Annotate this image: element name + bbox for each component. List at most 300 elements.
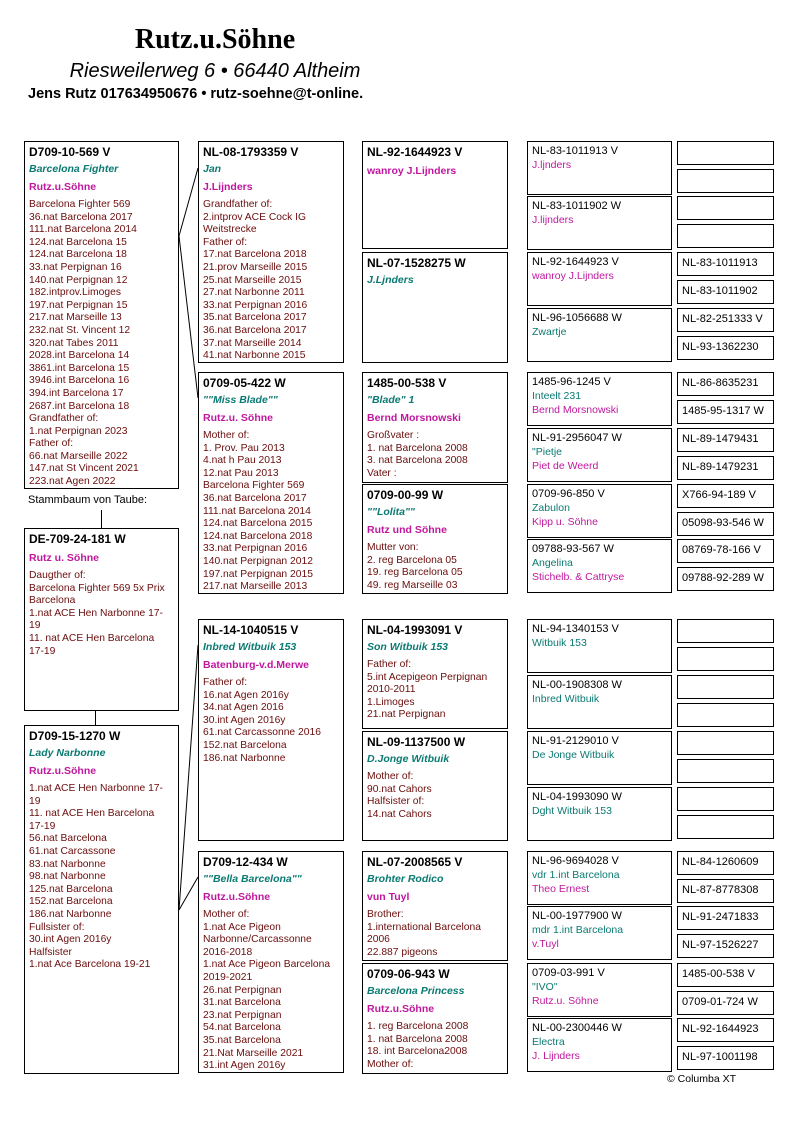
achievement-line: 26.nat Perpignan <box>203 984 282 996</box>
achievement-line: 61.nat Carcassone <box>29 845 116 857</box>
achievement-line: 37.nat Marseille 2014 <box>203 337 302 349</box>
pedigree-box-sd <box>198 372 344 594</box>
achievement-line: 27.nat Narbonne 2011 <box>203 287 305 299</box>
breeder-name: Piet de Weerd <box>532 460 599 472</box>
achievement-line: 14.nat Cahors <box>367 808 432 820</box>
achievement-line: 3. nat Barcelona 2008 <box>367 455 468 467</box>
ring-number: 0709-03-991 V <box>532 967 605 979</box>
achievement-line: 147.nat St Vincent 2021 <box>29 463 139 475</box>
connector-line <box>179 168 198 236</box>
achievement-line: Barcelona Fighter 569 <box>203 480 305 492</box>
achievement-line: 34.nat Agen 2016 <box>203 702 284 714</box>
achievement-line: 21.nat Perpignan <box>367 709 446 721</box>
achievement-line: 11. nat ACE Hen Barcelona <box>29 632 155 644</box>
pedigree-box-gen5 <box>677 815 774 839</box>
pigeon-name: ""Bella Barcelona"" <box>203 873 302 885</box>
achievement-line: 49. reg Marseille 03 <box>367 579 458 591</box>
breeder-name: J. Lijnders <box>532 1050 580 1062</box>
achievement-line: 17-19 <box>29 820 56 832</box>
achievement-line: Brother: <box>367 909 404 920</box>
pedigree-box-gen5 <box>677 196 774 220</box>
copyright: © Columba XT <box>667 1073 737 1085</box>
achievement-line: 223.nat Agen 2022 <box>29 476 116 488</box>
achievement-line: 2. reg Barcelona 05 <box>367 554 457 566</box>
ring-number: 09788-93-567 W <box>532 543 614 555</box>
achievement-line: 1. nat Barcelona 2008 <box>367 1033 468 1045</box>
achievement-line: 56.nat Barcelona <box>29 833 107 845</box>
achievement-line: 19 <box>29 795 41 807</box>
pedigree-box-gen4 <box>527 731 672 785</box>
achievement-line: 124.nat Barcelona 15 <box>29 236 127 248</box>
ring-number: 08769-78-166 V <box>682 544 761 556</box>
achievement-line: 36.nat Barcelona 2017 <box>203 492 307 504</box>
header-contact: Jens Rutz 017634950676 • rutz-soehne@t-online. <box>28 86 364 102</box>
achievement-line: 394.int Barcelona 17 <box>29 387 124 399</box>
achievement-line: 19. reg Barcelona 05 <box>367 567 463 579</box>
achievement-line: 33.nat Perpignan 2016 <box>203 299 308 311</box>
pedigree-box-gen4 <box>527 372 672 426</box>
ring-number: NL-82-251333 V <box>682 313 763 325</box>
achievement-line: Daugther of: <box>29 570 86 581</box>
achievement-line: 41.nat Narbonne 2015 <box>203 350 306 362</box>
pedigree-box-gen5 <box>677 703 774 727</box>
breeder-name: Bernd Morsnowski <box>532 404 619 416</box>
achievement-line: Barcelona Fighter 569 <box>29 199 131 210</box>
achievement-line: Narbonne/Carcassonne <box>203 934 312 946</box>
pigeon-name: De Jonge Witbuik <box>532 749 615 761</box>
achievement-line: Barcelona Fighter 569 5x Prix <box>29 582 165 594</box>
achievement-line: 66.nat Marseille 2022 <box>29 450 128 462</box>
ring-number: NL-93-1362230 <box>682 341 759 353</box>
achievement-line: 182.intprov.Limoges <box>29 287 121 299</box>
achievements-list <box>199 193 343 363</box>
achievement-line: 1.international Barcelona <box>367 921 481 933</box>
achievement-line: 98.nat Narbonne <box>29 871 106 883</box>
connector-line <box>179 645 198 910</box>
achievement-line: 125.nat Barcelona <box>29 883 113 895</box>
achievement-line: 124.nat Barcelona 18 <box>29 249 127 261</box>
pedigree-box-gen4 <box>527 308 672 362</box>
pedigree-box-sds <box>362 372 508 483</box>
breeder-name: wanroy J.Lijnders <box>532 270 614 282</box>
achievement-line: 197.nat Perpignan 15 <box>29 299 128 311</box>
ring-number: NL-94-1340153 V <box>532 623 619 635</box>
connector-line <box>179 877 198 910</box>
ring-number: D709-10-569 V <box>29 145 111 159</box>
ring-number: NL-04-1993090 W <box>532 791 622 803</box>
achievement-line: 152.nat Barcelona <box>29 896 113 908</box>
ring-number: NL-89-1479431 <box>682 433 759 445</box>
pedigree-box-gen5 <box>677 906 774 930</box>
achievement-line: Mother of: <box>367 1058 414 1070</box>
achievements-list <box>363 765 507 821</box>
achievement-line: 124.nat Barcelona 2018 <box>203 530 313 542</box>
achievement-line: Weitstrecke <box>203 224 257 236</box>
pedigree-box-gen5 <box>677 539 774 563</box>
ring-number: NL-91-2471833 <box>682 911 759 923</box>
ring-number: 05098-93-546 W <box>682 517 764 529</box>
achievement-line: Mutter von: <box>367 542 419 553</box>
achievements-list <box>363 1015 507 1071</box>
achievement-line: 12.nat Pau 2013 <box>203 467 279 479</box>
ring-number: NL-08-1793359 V <box>203 145 299 159</box>
pedigree-box-gen5 <box>677 731 774 755</box>
ring-number: NL-00-1977900 W <box>532 910 622 922</box>
pigeon-name: Son Witbuik 153 <box>367 641 449 653</box>
achievement-line: Grandfather of: <box>29 413 99 425</box>
pigeon-name: Lady Narbonne <box>29 747 106 759</box>
ring-number: NL-91-2956047 W <box>532 432 622 444</box>
achievement-line: 19 <box>29 620 41 632</box>
achievement-line: 186.nat Narbonne <box>203 752 286 764</box>
achievement-line: 33.nat Perpignan 2016 <box>203 543 308 555</box>
pedigree-box-subject <box>24 528 179 711</box>
achievement-line: 30.int Agen 2016y <box>29 934 112 946</box>
pedigree-box-gen5 <box>677 1018 774 1042</box>
ring-number: 0709-00-99 W <box>367 488 444 502</box>
pedigree-box-gen4 <box>527 428 672 482</box>
achievement-line: 124.nat Barcelona 2015 <box>203 518 313 530</box>
ring-number: 1485-00-538 V <box>682 968 755 980</box>
ring-number: 0709-06-943 W <box>367 967 450 981</box>
ring-number: 1485-00-538 V <box>367 376 447 390</box>
achievement-line: 36.nat Barcelona 2017 <box>29 211 133 223</box>
ring-number: NL-83-1011902 W <box>532 200 622 212</box>
pedigree-box-gen5 <box>677 512 774 536</box>
achievement-line: 31.int Agen 2016y <box>203 1060 286 1072</box>
header-title: Rutz.u.Söhne <box>134 24 296 55</box>
pedigree-label: Stammbaum von Taube: <box>28 494 148 506</box>
pedigree-box-gen5 <box>677 372 774 396</box>
pedigree-box-dsd <box>362 731 508 841</box>
ring-number: 1485-95-1317 W <box>682 405 764 417</box>
pigeon-name: mdr 1.int Barcelona <box>532 924 624 936</box>
achievement-line: 31.nat Barcelona <box>203 997 281 1009</box>
achievement-line: Großvater : <box>367 430 420 441</box>
pedigree-box-gen4 <box>527 851 672 905</box>
header-address: Riesweilerweg 6 • 66440 Altheim <box>69 60 361 82</box>
achievement-line: 152.nat Barcelona <box>203 739 287 751</box>
achievement-line: Barcelona <box>29 595 76 607</box>
pedigree-box-gen5 <box>677 224 774 248</box>
achievements-list <box>199 424 343 594</box>
achievement-line: 2028.int Barcelona 14 <box>29 350 130 362</box>
pedigree-box-gen5 <box>677 336 774 360</box>
achievement-line: Fullsister of: <box>29 921 85 933</box>
pedigree-box-dss <box>362 619 508 729</box>
achievements-list <box>363 536 507 592</box>
pigeon-name: Barcelona Princess <box>367 985 465 997</box>
achievement-line: 83.nat Narbonne <box>29 858 106 870</box>
achievement-line: 1.nat ACE Hen Narbonne 17- <box>29 607 163 619</box>
ring-number: 09788-92-289 W <box>682 572 764 584</box>
pedigree-box-dd <box>198 851 344 1073</box>
achievement-line: 35.nat Barcelona <box>203 1034 281 1046</box>
achievement-line: 2016-2018 <box>203 946 253 958</box>
achievement-line: 2010-2011 <box>367 684 416 696</box>
breeder-name: vun Tuyl <box>367 891 410 903</box>
ring-number: 0709-96-850 V <box>532 488 605 500</box>
pedigree-box-gen5 <box>677 851 774 875</box>
achievement-line: 2019-2021 <box>203 971 253 983</box>
achievement-line: 3946.int Barcelona 16 <box>29 375 130 387</box>
ring-number: NL-00-2300446 W <box>532 1022 622 1034</box>
pigeon-name: D.Jonge Witbuik <box>367 753 450 765</box>
pedigree-box-gen4 <box>527 675 672 729</box>
achievement-line: Father of: <box>203 236 248 248</box>
ring-number: DE-709-24-181 W <box>29 532 126 546</box>
pigeon-name: ""Miss Blade"" <box>203 394 278 406</box>
pedigree-box-gen4 <box>527 1018 672 1072</box>
achievement-line: 1.nat Ace Pigeon <box>203 921 281 933</box>
breeder-name: Rutz.u.Söhne <box>29 181 97 193</box>
pigeon-name: "Blade" 1 <box>367 394 415 406</box>
pedigree-box-gen5 <box>677 141 774 165</box>
connector-line <box>95 711 96 725</box>
pigeon-name: Inbred Witbuik 153 <box>203 641 297 653</box>
pedigree-box-ssd <box>362 252 508 363</box>
pigeon-name: Jan <box>203 163 222 175</box>
pedigree-box-gen5 <box>677 759 774 783</box>
pedigree-box-gen4 <box>527 963 672 1017</box>
pedigree-box-gen4 <box>527 252 672 306</box>
achievement-line: 54.nat Barcelona <box>203 1022 281 1034</box>
ring-number: NL-84-1260609 <box>682 856 759 868</box>
achievement-line: 5.int Acepigeon Perpignan <box>367 671 488 683</box>
pedigree-box-gen5 <box>677 280 774 304</box>
breeder-name: Kipp u. Söhne <box>532 516 598 528</box>
achievement-line: 23.nat Perpignan <box>203 1009 282 1021</box>
achievement-line: Grandfather of: <box>203 199 273 210</box>
achievement-line: 111.nat Barcelona 2014 <box>29 224 137 236</box>
ring-number: D709-12-434 W <box>203 855 288 869</box>
pedigree-box-gen5 <box>677 484 774 508</box>
ring-number: NL-00-1908308 W <box>532 679 622 691</box>
pedigree-box-gen5 <box>677 879 774 903</box>
achievements-list <box>199 671 343 765</box>
achievement-line: 1. reg Barcelona 2008 <box>367 1021 469 1032</box>
ring-number: NL-83-1011902 <box>682 285 758 297</box>
achievement-line: 217.nat Marseille 2013 <box>203 581 308 593</box>
connector-line <box>179 236 198 398</box>
ring-number: 0709-01-724 W <box>682 996 758 1008</box>
ring-number: NL-83-1011913 V <box>532 145 619 157</box>
pedigree-box-gen5 <box>677 619 774 643</box>
breeder-name: Rutz und Söhne <box>367 524 447 536</box>
achievement-line: 2006 <box>367 934 390 946</box>
achievement-line: Halfsister <box>29 946 72 958</box>
achievement-line: Halfsister of: <box>367 796 425 808</box>
pigeon-name: Zwartje <box>532 326 567 338</box>
pedigree-box-ds <box>198 619 344 841</box>
achievement-line: 90.nat Cahors <box>367 783 432 795</box>
pedigree-box-gen4 <box>527 619 672 673</box>
pigeon-name: Inbred Witbuik <box>532 693 600 705</box>
pedigree-box-gen5 <box>677 675 774 699</box>
pedigree-box-gen4 <box>527 141 672 195</box>
pedigree-box-gen4 <box>527 196 672 250</box>
achievement-line: Father of: <box>203 677 248 688</box>
pigeon-name: Angelina <box>532 557 573 569</box>
achievement-line: 186.nat Narbonne <box>29 908 112 920</box>
ring-number: NL-96-9694028 V <box>532 855 619 867</box>
ring-number: X766-94-189 V <box>682 489 756 501</box>
ring-number: NL-91-2129010 V <box>532 735 619 747</box>
achievement-line: 1.nat ACE Hen Narbonne 17- <box>29 783 163 794</box>
achievement-line: 4.nat h Pau 2013 <box>203 455 282 467</box>
achievement-line: 140.nat Perpignan 2012 <box>203 555 313 567</box>
pedigree-box-gen5 <box>677 1046 774 1070</box>
achievement-line: 17-19 <box>29 645 56 657</box>
breeder-name: Rutz u. Söhne <box>29 552 99 564</box>
achievement-line: 36.nat Barcelona 2017 <box>203 324 307 336</box>
ring-number: NL-92-1644923 V <box>532 256 619 268</box>
achievement-line: 140.nat Perpignan 12 <box>29 274 128 286</box>
pedigree-box-dam <box>24 725 179 1074</box>
achievement-line: 1. Prov. Pau 2013 <box>203 442 285 454</box>
ring-number: D709-15-1270 W <box>29 729 121 743</box>
breeder-name: Stichelb. & Cattryse <box>532 571 625 583</box>
pedigree-box-gen5 <box>677 991 774 1015</box>
pigeon-name: Zabulon <box>532 502 570 514</box>
pedigree-box-gen5 <box>677 456 774 480</box>
achievement-line: 2687.int Barcelona 18 <box>29 400 130 412</box>
breeder-name: Rutz.u.Söhne <box>29 765 97 777</box>
achievement-line: Father of: <box>367 659 412 670</box>
achievement-line: 25.nat Marseille 2015 <box>203 274 302 286</box>
achievement-line: 197.nat Perpignan 2015 <box>203 568 313 580</box>
pedigree-box-sire <box>24 141 179 489</box>
achievements-list <box>363 903 507 959</box>
ring-number: NL-97-1001198 <box>682 1051 758 1063</box>
ring-number: NL-07-2008565 V <box>367 855 463 869</box>
pedigree-box-sdd <box>362 484 508 594</box>
achievement-line: 17.nat Barcelona 2018 <box>203 249 307 261</box>
achievements-list <box>363 653 507 722</box>
pedigree-box-gen5 <box>677 567 774 591</box>
pigeon-name: vdr 1.int Barcelona <box>532 869 620 881</box>
pedigree-box-gen5 <box>677 787 774 811</box>
breeder-name: v.Tuyl <box>532 938 559 950</box>
breeder-name: J.ljnders <box>532 159 572 171</box>
pedigree-box-gen5 <box>677 934 774 958</box>
pedigree-box-gen4 <box>527 906 672 960</box>
pigeon-name: "Pietje <box>532 446 562 458</box>
pedigree-box-gen5 <box>677 647 774 671</box>
ring-number: NL-96-1056688 W <box>532 312 622 324</box>
pigeon-name: Witbuik 153 <box>532 637 587 649</box>
ring-number: NL-97-1526227 <box>682 939 759 951</box>
pedigree-box-sss <box>362 141 508 249</box>
ring-number: NL-07-1528275 W <box>367 256 466 270</box>
achievement-line: Mother of: <box>367 771 414 782</box>
pigeon-name: Barcelona Fighter <box>29 163 119 175</box>
breeder-name: J.Lijnders <box>203 181 253 193</box>
achievement-line: Mother of: <box>203 430 250 441</box>
pedigree-box-ddd <box>362 963 508 1074</box>
achievements-list <box>363 424 507 480</box>
breeder-name: Theo Ernest <box>532 883 590 895</box>
achievement-line: 35.nat Barcelona 2017 <box>203 312 307 324</box>
achievement-line: 16.nat Agen 2016y <box>203 689 289 701</box>
pedigree-box-gen4 <box>527 787 672 841</box>
breeder-name: wanroy J.Lijnders <box>367 165 457 177</box>
pedigree-box-gen5 <box>677 169 774 193</box>
ring-number: NL-87-8778308 <box>682 884 759 896</box>
pedigree-box-gen5 <box>677 400 774 424</box>
achievement-line: 1. nat Barcelona 2008 <box>367 442 468 454</box>
ring-number: NL-86-8635231 <box>682 377 759 389</box>
achievement-line: 30.int Agen 2016y <box>203 714 286 726</box>
pigeon-name: Brohter Rodico <box>367 873 444 885</box>
achievement-line: Mother of: <box>203 909 250 920</box>
achievement-line: 61.nat Carcassonne 2016 <box>203 727 321 739</box>
achievements-list <box>25 564 178 658</box>
ring-number: NL-04-1993091 V <box>367 623 463 637</box>
pigeon-name: Dght Witbuik 153 <box>532 805 612 817</box>
connector-line <box>101 510 102 528</box>
pigeon-name: Electra <box>532 1036 565 1048</box>
pedigree-box-gen5 <box>677 428 774 452</box>
pedigree-box-gen5 <box>677 308 774 332</box>
ring-number: 1485-96-1245 V <box>532 376 611 388</box>
achievement-line: 1.nat Ace Barcelona 19-21 <box>29 959 151 971</box>
breeder-name: Rutz.u.Söhne <box>367 1003 435 1015</box>
achievement-line: 3861.int Barcelona 15 <box>29 362 130 374</box>
achievement-line: 320.nat Tabes 2011 <box>29 337 119 349</box>
breeder-name: Rutz.u. Söhne <box>203 412 273 424</box>
achievement-line: 217.nat Marseille 13 <box>29 312 122 324</box>
pigeon-name: Inteelt 231 <box>532 390 582 402</box>
breeder-name: Batenburg-v.d.Merwe <box>203 659 309 671</box>
achievement-line: 21.Nat Marseille 2021 <box>203 1047 304 1059</box>
achievement-line: 33.nat Perpignan 16 <box>29 261 122 273</box>
ring-number: 0709-05-422 W <box>203 376 286 390</box>
ring-number: NL-92-1644923 <box>682 1023 759 1035</box>
pigeon-name: "IVO" <box>532 981 558 993</box>
ring-number: NL-92-1644923 V <box>367 145 463 159</box>
achievements-list <box>25 193 178 489</box>
pedigree-box-gen5 <box>677 252 774 276</box>
breeder-name: Bernd Morsnowski <box>367 412 461 424</box>
pedigree-box-gen5 <box>677 963 774 987</box>
pedigree-box-gen4 <box>527 484 672 538</box>
breeder-name: Rutz.u.Söhne <box>203 891 271 903</box>
pedigree-box-ss <box>198 141 344 363</box>
pedigree-box-dds <box>362 851 508 961</box>
achievement-line: 22.887 pigeons <box>367 946 438 958</box>
ring-number: NL-09-1137500 W <box>367 735 466 749</box>
achievements-list <box>25 777 178 972</box>
ring-number: NL-89-1479231 <box>682 461 759 473</box>
achievement-line: 18. int Barcelona2008 <box>367 1046 468 1058</box>
achievement-line: 232.nat St. Vincent 12 <box>29 324 131 336</box>
achievement-line: 111.nat Barcelona 2014 <box>203 505 311 517</box>
achievement-line: 1.nat Perpignan 2023 <box>29 425 128 437</box>
ring-number: NL-14-1040515 V <box>203 623 299 637</box>
breeder-name: J.lijnders <box>532 214 574 226</box>
achievement-line: 2.intprov ACE Cock IG <box>203 211 307 223</box>
achievement-line: 11. nat ACE Hen Barcelona <box>29 808 155 820</box>
breeder-name: Rutz.u. Söhne <box>532 995 599 1007</box>
achievements-list <box>199 903 343 1073</box>
pedigree-box-gen4 <box>527 539 672 593</box>
achievement-line: 1.Limoges <box>367 696 415 708</box>
pigeon-name: J.Ljnders <box>367 274 414 286</box>
pigeon-name: ""Lolita"" <box>367 506 415 518</box>
ring-number: NL-83-1011913 <box>682 257 758 269</box>
achievement-line: Vater : <box>367 467 397 479</box>
